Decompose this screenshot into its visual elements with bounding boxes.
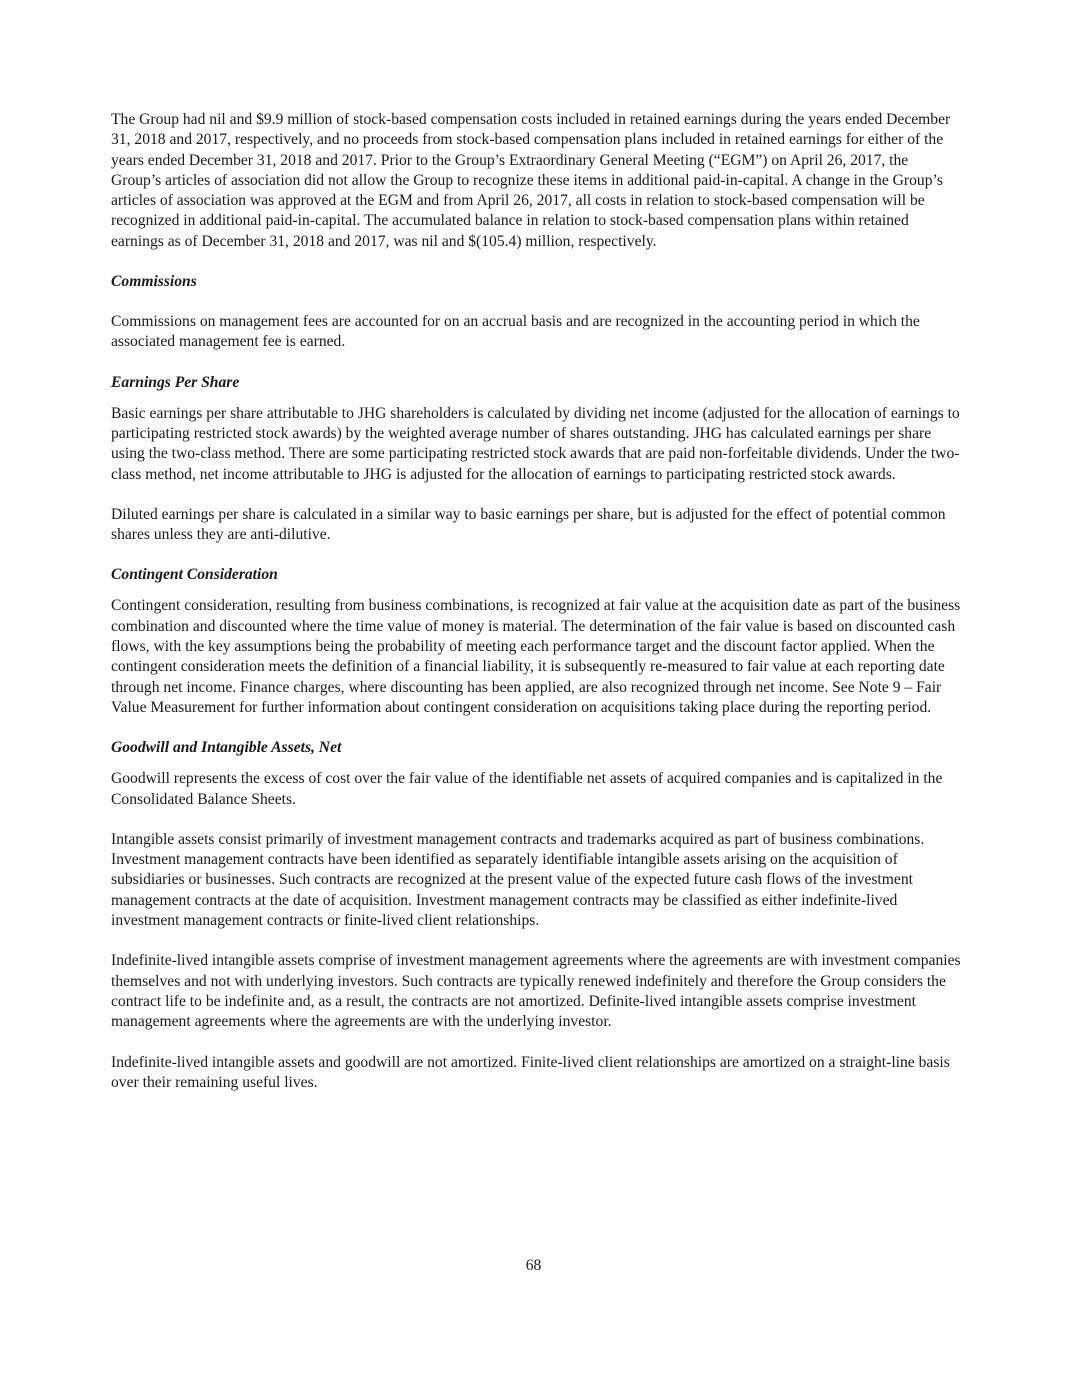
contingent-consideration-paragraph: Contingent consideration, resulting from business combinations, is recognized at fair value at the acquisition date as part of the business combination and discounted where the time value of money is material. The determination of the fair value is based on discounted cash flows, with the key assumptions being the probability of meeting each performance target and the discount factor applied. When the contingent consideration meets the definition of a financial liability, it is subsequently re-measured to fair value at each reporting date through net income. Finance charges, where discounting has been applied, are also recognized through net income. See Note 9 – Fair Value Measurement for further information about contingent consideration on acquisitions taking place during the reporting period. <box>111 597 961 716</box>
commissions-heading: Commissions <box>111 273 197 291</box>
goodwill-intangibles-heading: Goodwill and Intangible Assets, Net <box>111 739 342 757</box>
indefinite-lived-paragraph: Indefinite-lived intangible assets comprise of investment management agreements where the agreements are with investment companies themselves and not with underlying investors. Such contracts are typically renewed indefinitely and therefore the Group considers the contract life to be indefinite and, as a result, the contracts are not amortized. Definite-lived intangible assets comprise investment management agreements where the agreements are with the underlying investor. <box>111 952 961 1031</box>
amortization-paragraph: Indefinite-lived intangible assets and goodwill are not amortized. Finite-lived client relationships are amortized on a straight-line basis over their remaining useful lives. <box>111 1053 950 1091</box>
stock-compensation-paragraph: The Group had nil and $9.9 million of stock-based compensation costs included in retained earnings during the years ended December 31, 2018 and 2017, respectively, and no proceeds from stock-based compensation plans included in retained earnings for either of the years ended December 31, 2018 and 2017. Prior to the Group’s Extraordinary General Meeting (“EGM”) on April 26, 2017, the Group’s articles of association did not allow the Group to recognize these items in additional paid-in-capital. A change in the Group’s articles of association was approved at the EGM and from April 26, 2017, all costs in relation to stock-based compensation will be recognized in additional paid-in-capital. The accumulated balance in relation to stock-based compensation plans within retained earnings as of December 31, 2018 and 2017, was nil and $(105.4) million, respectively. <box>111 111 951 250</box>
goodwill-paragraph: Goodwill represents the excess of cost over the fair value of the identifiable net assets of acquired companies and is capitalized in the Consolidated Balance Sheets. <box>111 770 943 808</box>
contingent-consideration-heading: Contingent Consideration <box>111 566 278 584</box>
diluted-eps-paragraph: Diluted earnings per share is calculated in a similar way to basic earnings per share, but is adjusted for the effect of potential common shares unless they are anti-dilutive. <box>111 505 946 544</box>
basic-eps-paragraph: Basic earnings per share attributable to JHG shareholders is calculated by dividing net income (adjusted for the allocation of earnings to participating restricted stock awards) by the weighted average number of shares outstanding. JHG has calculated earnings per share using the two-class method. There are some participating restricted stock awards that are paid non-forfeitable dividends. Under the two-class method, net income attributable to JHG is adjusted for the allocation of earnings to participating restricted stock awards. <box>111 404 960 483</box>
page-number: 68 <box>525 1257 542 1274</box>
earnings-per-share-heading: Earnings Per Share <box>111 373 240 391</box>
document-body <box>111 110 961 1093</box>
intangible-assets-paragraph: Intangible assets consist primarily of investment management contracts and trademarks acquired as part of business combinations. Investment management contracts have been identified as separately identifiable intangible assets arising on the acquisition of subsidiaries or businesses. Such contracts are recognized at the present value of the expected future cash flows of the investment management contracts at the date of acquisition. Investment management contracts may be classified as either indefinite-lived investment management contracts or finite-lived client relationships. <box>111 830 925 930</box>
commissions-paragraph: Commissions on management fees are accounted for on an accrual basis and are recognized in the accounting period in which the associated management fee is earned. <box>111 313 920 351</box>
